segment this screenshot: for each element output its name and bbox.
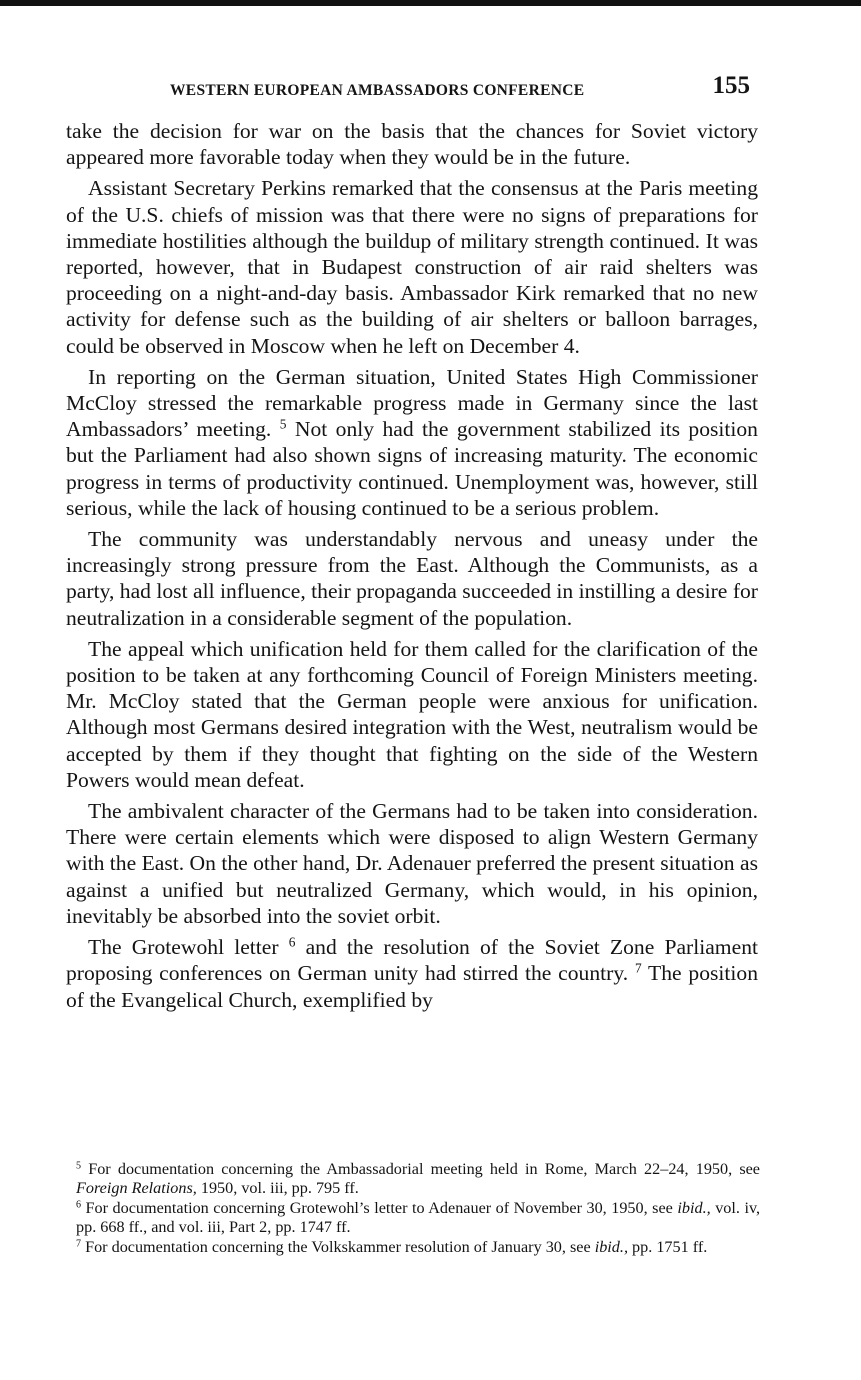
paragraph-2: Assistant Secretary Perkins remarked that the consensus at the Paris meeting of the U.S. chiefs of mission was that there were no signs of preparations for immediate hostilities although the buildup of military strength continued. It was reported, however, that in Budapest construction of air raid shelters was proceeding on a night-and-day basis. Ambassador Kirk remarked that no new activity for defense such as the building of air shelters or balloon barrages, could be observed in Moscow when he left on December 4. — [66, 176, 758, 358]
paragraph-1: take the decision for war on the basis that the chances for Soviet victory appeared more favorable today when they would be in the future. — [66, 119, 758, 170]
footnote-7-text-b: pp. 1751 ff. — [632, 1238, 708, 1256]
paragraph-3-part-2: Not only had the government stabilized its position but the Parliament had also shown signs of increasing maturity. The economic progress in terms of productivity continued. Unemployment was, however, still serious, while the lack of housing continued to be a serious problem. — [66, 417, 758, 520]
footnote-5-text-a: For documentation concerning the Ambassadorial meeting held in Rome, March 22–24, 1950, see — [88, 1160, 760, 1178]
footnote-5-text-b: 1950, vol. iii, pp. 795 ff. — [200, 1179, 359, 1197]
paragraph-7-part-1: The Grotewohl letter — [88, 935, 279, 960]
footnote-ref-6[interactable]: 6 — [288, 934, 296, 950]
paragraph-5: The appeal which unification held for them called for the clarification of the position to be taken at any forthcoming Council of Foreign Ministers meeting. Mr. McCloy stated that the German people were anxious for unification. Although most Germans desired integration with the West, neutralism would be accepted by them if they thought that fighting on the side of the Western Powers would mean defeat. — [66, 636, 758, 792]
paragraph-7 — [66, 934, 758, 1013]
footnote-7 — [76, 1238, 760, 1257]
paragraph-3 — [66, 364, 758, 521]
top-border-rule — [0, 0, 861, 6]
running-title: WESTERN EUROPEAN AMBASSADORS CONFERENCE — [170, 82, 585, 99]
paragraph-3-part-1: In reporting on the German situation, United States High Commissioner McCloy stressed the remarkable progress made in Germany since the last Ambassadors’ meeting. — [66, 364, 758, 442]
paragraph-7-part-3: The position of the Evangelical Church, exemplified by — [66, 961, 759, 1012]
footnote-7-italic: ibid., — [594, 1238, 628, 1256]
footnote-6-text-a: For documentation concerning Grotewohl’s letter to Adenauer of November 30, 1950, see — [85, 1199, 673, 1217]
footnote-ref-5[interactable]: 5 — [279, 416, 287, 432]
footnote-6-number: 6 — [76, 1199, 82, 1211]
footnote-6-italic: ibid., — [677, 1199, 711, 1217]
footnote-5-italic: Foreign Relations, — [76, 1179, 197, 1197]
paragraph-6: The ambivalent character of the Germans had to be taken into consideration. There were certain elements which were disposed to align Western Germany with the East. On the other hand, Dr. Adenauer preferred the present situation as against a unified but neutralized Germany, which would, in his opinion, inevitably be absorbed into the soviet orbit. — [66, 799, 758, 928]
page-number: 155 — [712, 72, 750, 99]
paragraph-7-part-2: and the resolution of the Soviet Zone Parliament proposing conferences on German unity had stirred the country. — [66, 935, 758, 986]
footnotes — [76, 1160, 760, 1258]
footnote-6 — [76, 1199, 760, 1237]
footnote-7-number: 7 — [76, 1238, 82, 1250]
body-text — [66, 118, 758, 1018]
paragraph-4: The community was understandably nervous and uneasy under the increasingly strong pressure from the East. Although the Communists, as a party, had lost all influence, their propaganda succeeded in instilling a desire for neutralization in a considerable segment of the population. — [66, 527, 758, 630]
footnote-ref-7[interactable]: 7 — [634, 960, 642, 976]
footnote-7-text-a: For documentation concerning the Volkskammer resolution of January 30, see — [85, 1238, 591, 1256]
footnote-5-number: 5 — [76, 1160, 82, 1172]
footnote-6-text-b: vol. iv, pp. 668 ff., and vol. iii, Part 2, pp. 1747 ff. — [76, 1199, 761, 1236]
page-header — [66, 68, 756, 108]
footnote-5 — [76, 1160, 760, 1198]
